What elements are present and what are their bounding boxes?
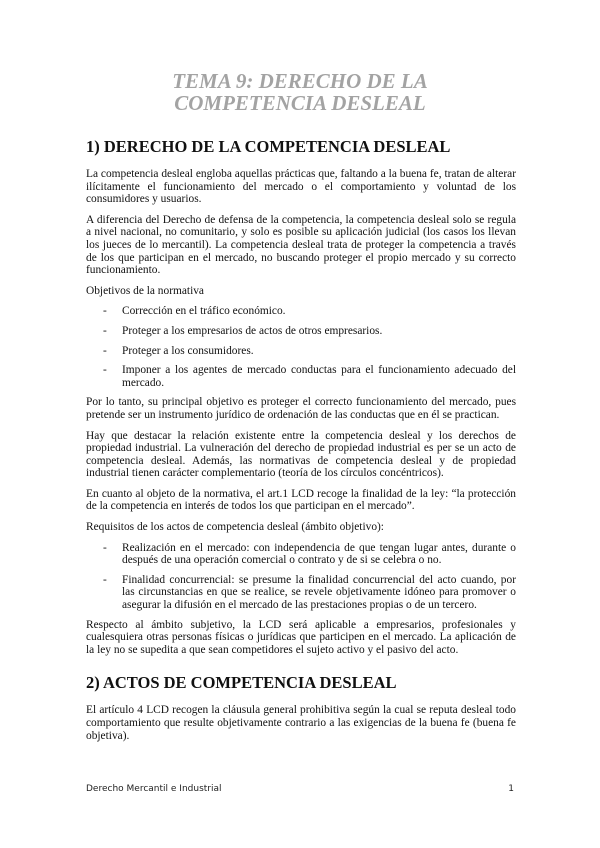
paragraph: La competencia desleal engloba aquellas prácticas que, faltando a la buena fe, tratan de alterar ilícitamente el funcionamiento del mercado o el comportamiento y voluntad de los consumidores y usuarios. xyxy=(86,168,516,206)
list-item-text: Finalidad concurrencial: se presume la finalidad concurrencial del acto cuando, por las circunstancias en que se realice, se revele objetivamente idóneo para promover o asegurar la difusión en el mercado de las prestaciones propias o de un tercero. xyxy=(122,573,516,612)
title-line-1: TEMA 9: DERECHO DE LA xyxy=(172,69,428,93)
dash-bullet: - xyxy=(103,541,107,554)
requisitos-list xyxy=(86,542,516,612)
list-item-text: Imponer a los agentes de mercado conductas para el funcionamiento adecuado del mercado. xyxy=(122,364,516,389)
objetivos-list xyxy=(86,305,516,389)
dash-bullet: - xyxy=(103,305,107,318)
list-item xyxy=(86,345,516,358)
list-item-text: Proteger a los empresarios de actos de otros empresarios. xyxy=(122,324,383,337)
paragraph: En cuanto al objeto de la normativa, el art.1 LCD recoge la finalidad de la ley: “la protección de la competencia en interés de todos los que participan en el mercado”. xyxy=(86,487,516,513)
title-line-2: COMPETENCIA DESLEAL xyxy=(174,91,426,115)
list-item-text: Realización en el mercado: con independencia de que tengan lugar antes, durante o después de una operación comercial o contrato y de si se celebra o no. xyxy=(122,541,516,567)
requisitos-label: Requisitos de los actos de competencia desleal (ámbito objetivo): xyxy=(86,521,384,534)
list-item-text: Corrección en el tráfico económico. xyxy=(122,305,286,318)
dash-bullet: - xyxy=(103,573,107,586)
dash-bullet: - xyxy=(103,324,107,337)
list-item xyxy=(86,305,516,318)
footer-subject: Derecho Mercantil e Industrial xyxy=(86,784,222,794)
list-item xyxy=(86,542,516,567)
page-footer xyxy=(86,784,516,794)
dash-bullet: - xyxy=(103,364,107,377)
paragraph: Por lo tanto, su principal objetivo es proteger el correcto funcionamiento del mercado, pues pretende ser un instrumento jurídico de ordenación de las conductas que en él se practican. xyxy=(86,396,516,421)
list-item xyxy=(86,325,516,338)
document-title xyxy=(0,70,600,114)
paragraph: A diferencia del Derecho de defensa de la competencia, la competencia desleal solo se regula a nivel nacional, no comunitario, y solo es posible su aplicación judicial (los casos los llevan los jueces de lo mercantil). La competencia desleal trata de proteger la competencia a través de los que participan en el mercado, no buscando proteger el propio mercado y su correcto funcionamiento. xyxy=(86,213,516,277)
section-2-heading: 2) ACTOS DE COMPETENCIA DESLEAL xyxy=(86,673,397,693)
list-item xyxy=(86,364,516,389)
paragraph: El artículo 4 LCD recogen la cláusula general prohibitiva según la cual se reputa desleal todo comportamiento que resulte objetivamente contrario a las exigencias de la buena fe (buena fe objetiva). xyxy=(86,704,516,742)
section-1-heading: 1) DERECHO DE LA COMPETENCIA DESLEAL xyxy=(86,137,451,156)
paragraph: Respecto al ámbito subjetivo, la LCD será aplicable a empresarios, profesionales y cualesquiera otras personas físicas o jurídicas que participen en el mercado. La aplicación de la ley no se supedita a que sean competidores el sujeto activo y el pasivo del acto. xyxy=(86,618,516,656)
list-item-text: Proteger a los consumidores. xyxy=(122,344,254,357)
objetivos-label: Objetivos de la normativa xyxy=(86,284,204,297)
page-number: 1 xyxy=(508,784,514,794)
list-item xyxy=(86,574,516,612)
paragraph: Hay que destacar la relación existente entre la competencia desleal y los derechos de propiedad industrial. La vulneración del derecho de propiedad industrial es per se un acto de competencia desleal. Además, las normativas de competencia desleal y de propiedad industrial tienen carácter complementario (teoría de los círculos concéntricos). xyxy=(86,429,516,480)
dash-bullet: - xyxy=(103,344,107,357)
document-body xyxy=(86,137,516,750)
